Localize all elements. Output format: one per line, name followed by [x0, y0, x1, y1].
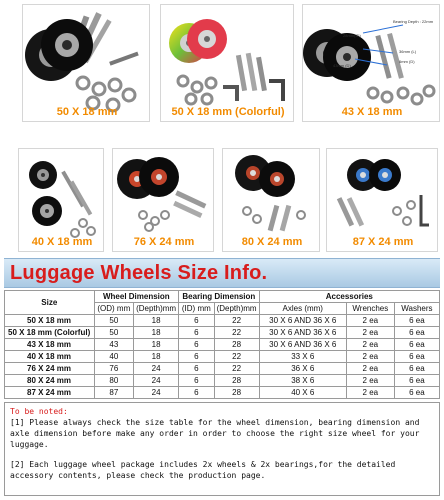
- column-header: (OD) mm: [94, 303, 134, 315]
- table-cell: 18: [134, 351, 179, 363]
- bearing-depth-label: Bearing Depth : 22mm: [393, 19, 434, 24]
- table-cell: 6 ea: [394, 375, 439, 387]
- column-header: Wrenches: [346, 303, 394, 315]
- table-cell: 22: [214, 363, 259, 375]
- table-cell: 87: [94, 387, 134, 399]
- table-cell: 30 X 6 AND 36 X 6: [259, 339, 346, 351]
- table-cell: 76: [94, 363, 134, 375]
- product-photo-5: [112, 148, 214, 252]
- table-cell: 40 X 6: [259, 387, 346, 399]
- table-cell: 43: [94, 339, 134, 351]
- diameter-label: 43mm (D): [333, 63, 351, 68]
- column-header: (Depth)mm: [134, 303, 179, 315]
- washer-label: 6mm (D): [399, 59, 415, 64]
- bolt-length-label: 36mm (L): [399, 49, 417, 54]
- table-cell: 18: [134, 327, 179, 339]
- table-cell: 6: [179, 327, 215, 339]
- table-cell: 2 ea: [346, 351, 394, 363]
- photo-caption: 40 X 18 mm: [31, 236, 93, 248]
- table-row: [5, 315, 440, 327]
- table-cell: 38 X 6: [259, 375, 346, 387]
- table-cell: 50: [94, 315, 134, 327]
- page-title: Luggage Wheels Size Info.: [10, 262, 268, 284]
- table-row: [5, 363, 440, 375]
- table-cell: 2 ea: [346, 315, 394, 327]
- photo-caption: 50 X 18 mm (Colorful): [171, 106, 285, 118]
- table-cell: 2 ea: [346, 375, 394, 387]
- table-cell: 43 X 18 mm: [5, 339, 95, 351]
- table-cell: 28: [214, 339, 259, 351]
- product-photo-3: [302, 4, 440, 122]
- photo-caption: 80 X 24 mm: [241, 236, 303, 248]
- product-photo-4: [18, 148, 104, 252]
- table-cell: 24: [134, 387, 179, 399]
- notes-heading: To be noted:: [10, 407, 68, 416]
- wheel-dimension-header: Wheel Dimension: [94, 291, 179, 303]
- product-photo-1: [22, 4, 150, 122]
- table-cell: 6 ea: [394, 339, 439, 351]
- table-row: [5, 351, 440, 363]
- product-photo-6: [222, 148, 320, 252]
- table-cell: 50 X 18 mm: [5, 315, 95, 327]
- photo-caption: 87 X 24 mm: [352, 236, 414, 248]
- table-cell: 6: [179, 351, 215, 363]
- table-row: [5, 327, 440, 339]
- table-row: [5, 375, 440, 387]
- size-table: [4, 290, 440, 399]
- table-cell: 6 ea: [394, 315, 439, 327]
- bearing-dimension-header: Bearing Dimension: [179, 291, 260, 303]
- table-cell: 40 X 18 mm: [5, 351, 95, 363]
- size-header: Size: [5, 291, 95, 315]
- table-cell: 6: [179, 363, 215, 375]
- table-cell: 36 X 6: [259, 363, 346, 375]
- table-row: [5, 387, 440, 399]
- table-cell: 2 ea: [346, 339, 394, 351]
- table-cell: 28: [214, 375, 259, 387]
- table-cell: 18: [134, 339, 179, 351]
- table-row: [5, 339, 440, 351]
- table-cell: 6: [179, 387, 215, 399]
- table-cell: 22: [214, 315, 259, 327]
- table-cell: 22: [214, 351, 259, 363]
- table-header-row: [5, 291, 440, 303]
- column-header: (Depth)mm: [214, 303, 259, 315]
- product-photo-2: [160, 4, 294, 122]
- table-cell: 2 ea: [346, 363, 394, 375]
- table-cell: 50: [94, 327, 134, 339]
- table-cell: 76 X 24 mm: [5, 363, 95, 375]
- product-photo-7: [326, 148, 438, 252]
- table-cell: 80: [94, 375, 134, 387]
- table-cell: 6: [179, 315, 215, 327]
- table-cell: 24: [134, 375, 179, 387]
- table-cell: 40: [94, 351, 134, 363]
- column-header: Washers: [394, 303, 439, 315]
- table-cell: 6: [179, 375, 215, 387]
- table-cell: 6: [179, 339, 215, 351]
- table-cell: 24: [134, 363, 179, 375]
- table-cell: 30 X 6 AND 36 X 6: [259, 315, 346, 327]
- table-cell: 50 X 18 mm (Colorful): [5, 327, 95, 339]
- table-cell: 28: [214, 387, 259, 399]
- table-cell: 22: [214, 327, 259, 339]
- column-header: Axles (mm): [259, 303, 346, 315]
- table-cell: 33 X 6: [259, 351, 346, 363]
- title-banner: [4, 258, 440, 288]
- table-cell: 30 X 6 AND 36 X 6: [259, 327, 346, 339]
- photo-caption: 76 X 24 mm: [133, 236, 195, 248]
- photo-caption: 43 X 18 mm: [341, 106, 403, 118]
- table-cell: 2 ea: [346, 387, 394, 399]
- table-cell: 6 ea: [394, 351, 439, 363]
- table-cell: 6 ea: [394, 363, 439, 375]
- notes-box: [4, 402, 440, 496]
- note-1: [1] Please always check the size table for the wheel dimension, bearing dimension and axle dimension before make any order in order to choose the right size wheel for your luggage.: [10, 418, 420, 449]
- table-cell: 2 ea: [346, 327, 394, 339]
- table-cell: 6 ea: [394, 327, 439, 339]
- column-header: (ID) mm: [179, 303, 215, 315]
- table-cell: 80 X 24 mm: [5, 375, 95, 387]
- table-cell: 18: [134, 315, 179, 327]
- inner-diameter-label: 28mm(ID): [343, 33, 361, 38]
- table-cell: 87 X 24 mm: [5, 387, 95, 399]
- accessories-header: Accessories: [259, 291, 439, 303]
- note-2: [2] Each luggage wheel package includes 2x wheels & 2x bearings,for the detailed accessory contents, please check the production page.: [10, 460, 396, 480]
- wheel-kit-image: [23, 5, 150, 122]
- wheel-kit-image: [161, 5, 294, 122]
- photo-caption: 50 X 18 mm: [56, 106, 118, 118]
- table-cell: 6 ea: [394, 387, 439, 399]
